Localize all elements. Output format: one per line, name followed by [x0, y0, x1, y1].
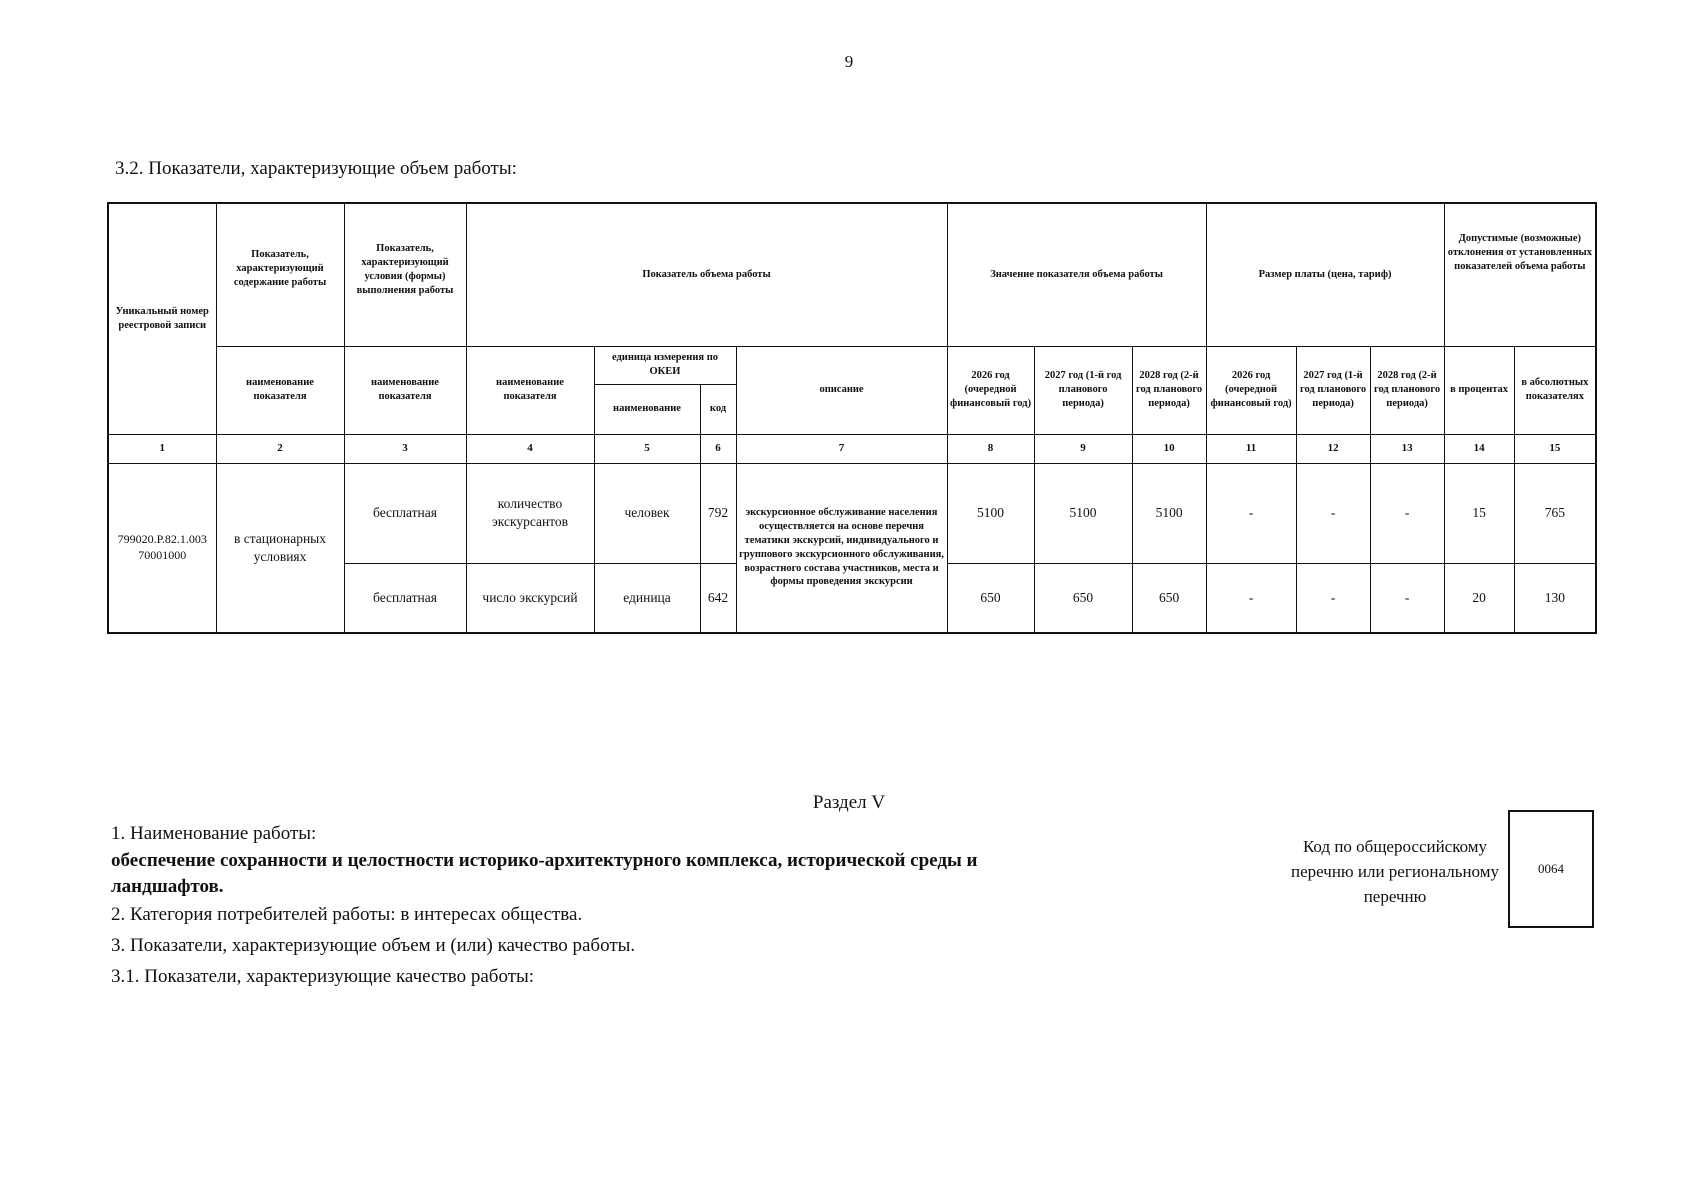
work-name: обеспечение сохранности и целостности историко-архитектурного комплекса, исторической среды и ландшафтов. [111, 850, 978, 897]
header-year-2027: 2027 год (1-й год планового периода) [1034, 346, 1132, 434]
header-indicator-name-4: наименование показателя [466, 346, 594, 434]
condition-value: бесплатная [344, 463, 466, 563]
table-row [108, 463, 1596, 563]
description-value: экскурсионное обслуживание населения осуществляется на основе перечня тематики экскурсий, индивидуального и группового экскурсионного обслуживания, возрастного состава участников, места и формы проведения экскурсии [736, 463, 947, 633]
column-number: 8 [947, 434, 1034, 463]
column-number: 12 [1296, 434, 1370, 463]
section-heading: 3.2. Показатели, характеризующие объем работы: [115, 158, 517, 179]
value-2027: 650 [1034, 563, 1132, 633]
column-number: 11 [1206, 434, 1296, 463]
fee-2027: - [1296, 463, 1370, 563]
header-indicator-name-3: наименование показателя [344, 346, 466, 434]
value-2026: 650 [947, 563, 1034, 633]
header-unique-record: Уникальный номер реестровой записи [108, 203, 216, 434]
work-label: 1. Наименование работы: [111, 823, 317, 844]
header-fee-2028: 2028 год (2-й год планового периода) [1370, 346, 1444, 434]
indicator-value: число экскурсий [466, 563, 594, 633]
fee-2028: - [1370, 563, 1444, 633]
record-number: 799020.Р.82.1.003 70001000 [108, 463, 216, 633]
column-number: 3 [344, 434, 466, 463]
header-fee-2026: 2026 год (очередной финансовый год) [1206, 346, 1296, 434]
deviation-percent: 20 [1444, 563, 1514, 633]
unit-value: единица [594, 563, 700, 633]
column-number: 7 [736, 434, 947, 463]
header-in-percent: в процентах [1444, 346, 1514, 434]
header-in-absolute: в абсолютных показателях [1514, 346, 1596, 434]
column-number: 14 [1444, 434, 1514, 463]
indicators-line: 3. Показатели, характеризующие объем и (или) качество работы. [111, 935, 636, 956]
value-2027: 5100 [1034, 463, 1132, 563]
fee-2026: - [1206, 563, 1296, 633]
column-number: 15 [1514, 434, 1596, 463]
header-fee-2027: 2027 год (1-й год планового периода) [1296, 346, 1370, 434]
header-fee: Размер платы (цена, тариф) [1206, 203, 1444, 346]
content-value: в стационарных условиях [216, 463, 344, 633]
header-okei-unit: единица измерения по ОКЕИ [594, 346, 736, 384]
header-condition-indicator: Показатель, характеризующий условия (формы) выполнения работы [344, 203, 466, 346]
code-value: 0064 [1538, 861, 1564, 876]
column-number: 2 [216, 434, 344, 463]
header-okei-code: код [700, 384, 736, 434]
header-volume-indicator: Показатель объема работы [466, 203, 947, 346]
deviation-absolute: 130 [1514, 563, 1596, 633]
section-v-title: Раздел V [812, 792, 886, 813]
column-number: 13 [1370, 434, 1444, 463]
fee-2027: - [1296, 563, 1370, 633]
unit-value: человек [594, 463, 700, 563]
header-year-2028: 2028 год (2-й год планового периода) [1132, 346, 1206, 434]
column-number: 10 [1132, 434, 1206, 463]
header-year-2026: 2026 год (очередной финансовый год) [947, 346, 1034, 434]
header-okei-name: наименование [594, 384, 700, 434]
quality-line: 3.1. Показатели, характеризующие качество работы: [111, 966, 535, 987]
code-value: 642 [700, 563, 736, 633]
fee-2028: - [1370, 463, 1444, 563]
value-2028: 5100 [1132, 463, 1206, 563]
value-2028: 650 [1132, 563, 1206, 633]
indicator-value: количество экскурсантов [466, 463, 594, 563]
code-box [1508, 810, 1594, 928]
value-2026: 5100 [947, 463, 1034, 563]
header-volume-value: Значение показателя объема работы [947, 203, 1206, 346]
condition-value: бесплатная [344, 563, 466, 633]
column-number: 9 [1034, 434, 1132, 463]
code-value: 792 [700, 463, 736, 563]
volume-indicators-table [107, 202, 1597, 634]
deviation-percent: 15 [1444, 463, 1514, 563]
header-content-indicator: Показатель, характеризующий содержание работы [216, 203, 344, 346]
column-number: 6 [700, 434, 736, 463]
page-number: 9 [844, 52, 854, 71]
consumers-line: 2. Категория потребителей работы: в интересах общества. [111, 904, 583, 925]
fee-2026: - [1206, 463, 1296, 563]
header-indicator-name-2: наименование показателя [216, 346, 344, 434]
header-description: описание [736, 346, 947, 434]
header-deviations: Допустимые (возможные) отклонения от установленных показателей объема работы [1444, 203, 1596, 346]
column-number: 5 [594, 434, 700, 463]
deviation-absolute: 765 [1514, 463, 1596, 563]
column-number: 1 [108, 434, 216, 463]
code-label: Код по общероссийскому перечню или региональному перечню [1291, 837, 1499, 906]
column-number: 4 [466, 434, 594, 463]
